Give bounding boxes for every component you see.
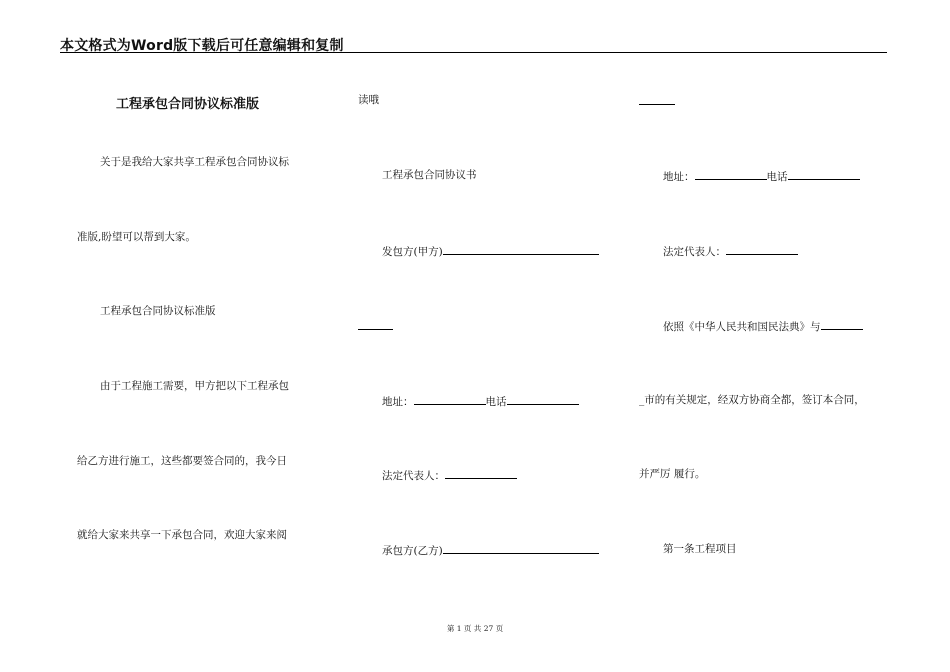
article-one-heading: 第一条工程项目 xyxy=(663,543,737,555)
party-b-legal-rep-line xyxy=(663,243,798,259)
paragraph-intro-line2: 准版,盼望可以帮到大家。 xyxy=(77,231,196,243)
party-b-line xyxy=(382,542,599,558)
party-b-label: 承包方(乙方) xyxy=(382,545,443,557)
party-a-legal-rep-line xyxy=(382,467,517,483)
comply-line: 并严厉 履行。 xyxy=(639,468,706,480)
party-b-name-blank xyxy=(639,93,675,105)
legal-rep-label: 法定代表人： xyxy=(382,470,445,482)
page-prefix: 第 xyxy=(446,624,455,633)
header-rule xyxy=(60,52,887,53)
party-b-name-line xyxy=(639,93,675,109)
party-a-address-line xyxy=(382,393,579,409)
paragraph-body-line1: 由于工程施工需要，甲方把以下工程承包 xyxy=(100,380,289,392)
address-blank xyxy=(695,168,767,180)
law-reference-text: 依照《中华人民共和国民法典》与 xyxy=(663,321,821,333)
phone-label: 电话 xyxy=(485,396,507,408)
page-mid: 页 共 xyxy=(463,624,482,633)
continuation-blank xyxy=(358,318,393,330)
party-a-label: 发包方(甲方) xyxy=(382,246,443,258)
city-blank xyxy=(821,318,863,330)
paragraph-body-line3: 就给大家来共享一下承包合同，欢迎大家来阅 xyxy=(77,529,287,541)
party-b-blank xyxy=(443,542,599,554)
paragraph-body-line2: 给乙方进行施工，这些都要签合同的，我今日 xyxy=(77,455,287,467)
page-suffix: 页 xyxy=(495,624,504,633)
paragraph-read-line: 读哦 xyxy=(358,94,379,106)
party-a-line xyxy=(382,243,599,259)
continuation-line xyxy=(358,318,393,334)
document-title: 工程承包合同协议标准版 xyxy=(116,97,260,112)
party-b-address-line xyxy=(663,168,860,184)
regulation-line: _市的有关规定，经双方协商全都，签订本合同， xyxy=(639,394,865,406)
address-label: 地址： xyxy=(382,396,414,408)
legal-rep-blank xyxy=(445,467,517,479)
phone-blank xyxy=(788,168,860,180)
agreement-heading: 工程承包合同协议书 xyxy=(382,169,477,181)
section-title: 工程承包合同协议标准版 xyxy=(100,305,216,317)
address-blank xyxy=(414,393,486,405)
phone-label: 电话 xyxy=(766,171,788,183)
paragraph-intro-line1: 关于是我给大家共享工程承包合同协议标 xyxy=(100,156,289,168)
page-footer xyxy=(0,623,950,634)
law-reference-line xyxy=(663,318,863,334)
total-pages: 27 xyxy=(483,624,494,633)
legal-rep-blank xyxy=(726,243,798,255)
party-a-blank xyxy=(443,243,599,255)
page-number: 1 xyxy=(456,624,462,633)
phone-blank xyxy=(507,393,579,405)
legal-rep-label: 法定代表人： xyxy=(663,246,726,258)
address-label: 地址： xyxy=(663,171,695,183)
header-title: 本文格式为Word版下载后可任意编辑和复制 xyxy=(60,38,344,54)
